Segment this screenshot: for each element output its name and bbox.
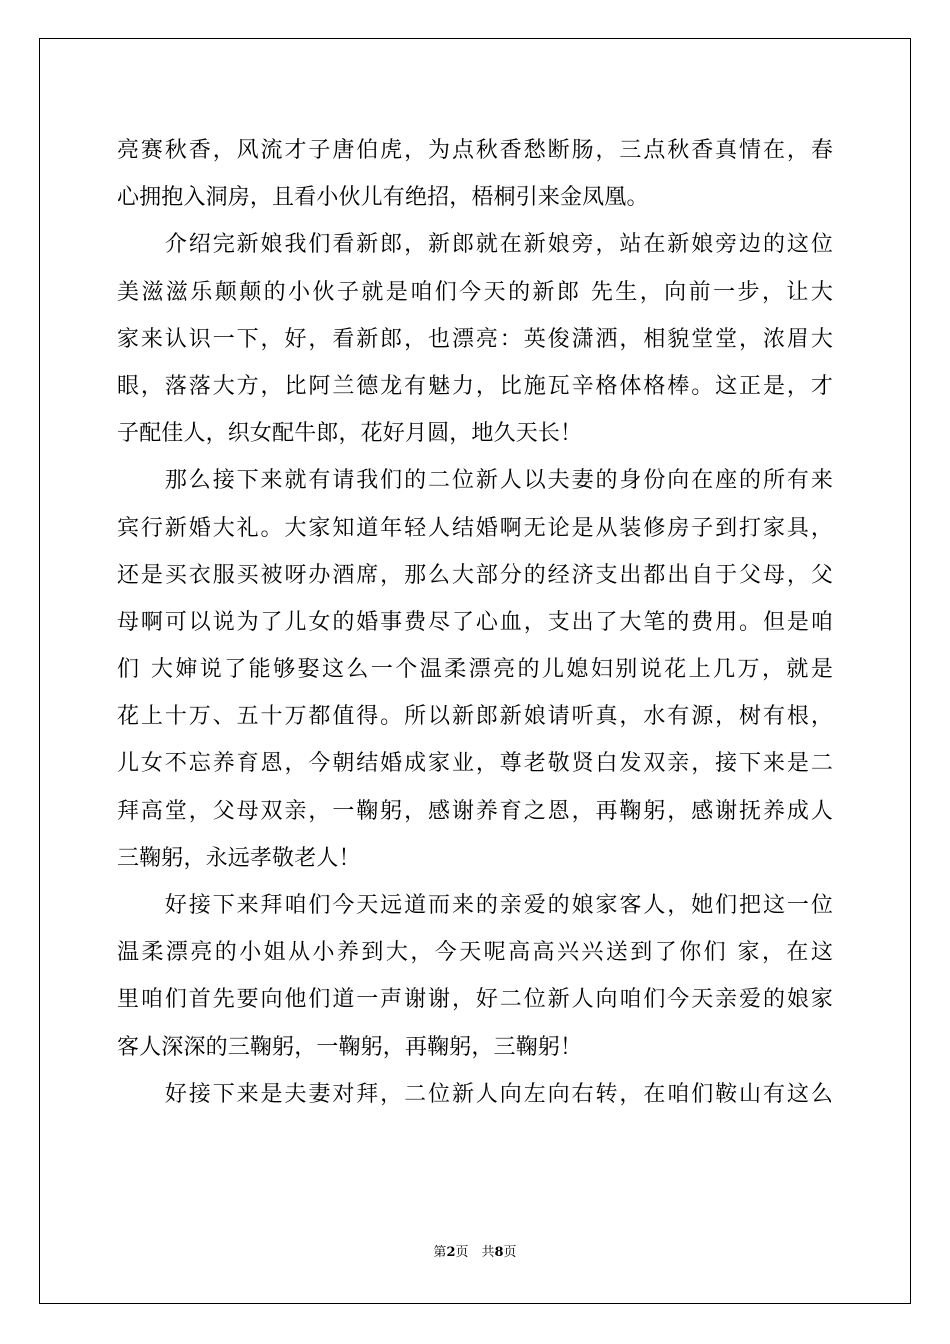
text-line: 客人深深的三鞠躬，一鞠躬，再鞠躬，三鞠躬！ <box>117 1034 583 1060</box>
text-line: 母啊可以说为了儿女的婚事费尽了心血，支出了大笔的费用。但是咱 <box>117 609 833 635</box>
page-mid: 页 共 <box>455 1245 495 1260</box>
page-prefix: 第 <box>433 1245 447 1260</box>
text-line: 花上十万、五十万都值得。所以新郎新娘请听真，水有源，树有根， <box>117 704 833 730</box>
document-body <box>117 127 833 1118</box>
text-line: 眼，落落大方，比阿兰德龙有魅力，比施瓦辛格体格棒。这正是，才 <box>117 373 833 399</box>
text-line: 家来认识一下，好，看新郎，也漂亮：英俊潇洒，相貌堂堂，浓眉大 <box>117 326 833 352</box>
text-line: 们 大婶说了能够娶这么一个温柔漂亮的儿媳妇别说花上几万，就是 <box>117 657 833 683</box>
text-line: 子配佳人，织女配牛郎，花好月圆，地久天长！ <box>117 421 583 447</box>
current-page-number: 2 <box>446 1245 456 1260</box>
text-line: 那么接下来就有请我们的二位新人以夫妻的身份向在座的所有来 <box>117 468 833 494</box>
text-line: 好接下来拜咱们今天远道而来的亲爱的娘家客人，她们把这一位 <box>117 893 833 918</box>
text-line: 三鞠躬，永远孝敬老人！ <box>117 845 361 871</box>
text-line: 美滋滋乐颠颠的小伙子就是咱们今天的新郎 先生，向前一步，让大 <box>117 279 833 305</box>
total-page-number: 8 <box>494 1245 504 1260</box>
text-line: 温柔漂亮的小姐从小养到大，今天呢高高兴兴送到了你们 家，在这 <box>117 940 833 966</box>
text-line: 还是买衣服买被呀办酒席，那么大部分的经济支出都出自于父母，父 <box>117 562 833 588</box>
text-line: 亮赛秋香，风流才子唐伯虎，为点秋香愁断肠，三点秋香真情在，春 <box>117 138 833 163</box>
text-line: 里咱们首先要向他们道一声谢谢，好二位新人向咱们今天亲爱的娘家 <box>117 987 833 1013</box>
text-line: 拜高堂，父母双亲，一鞠躬，感谢养育之恩，再鞠躬，感谢抚养成人 <box>117 798 833 824</box>
text-line: 儿女不忘养育恩，今朝结婚成家业，尊老敬贤白发双亲，接下来是二 <box>117 751 833 777</box>
page-suffix: 页 <box>503 1245 517 1260</box>
text-line: 宾行新婚大礼。大家知道年轻人结婚啊无论是从装修房子到打家具， <box>117 515 833 541</box>
text-line: 介绍完新娘我们看新郎，新郎就在新娘旁，站在新娘旁边的这位 <box>117 232 833 258</box>
text-line: 好接下来是夫妻对拜，二位新人向左向右转，在咱们鞍山有这么 <box>117 1081 833 1107</box>
text-line: 心拥抱入洞房，且看小伙儿有绝招，梧桐引来金凤凰。 <box>117 185 649 211</box>
page-footer <box>0 1244 950 1262</box>
